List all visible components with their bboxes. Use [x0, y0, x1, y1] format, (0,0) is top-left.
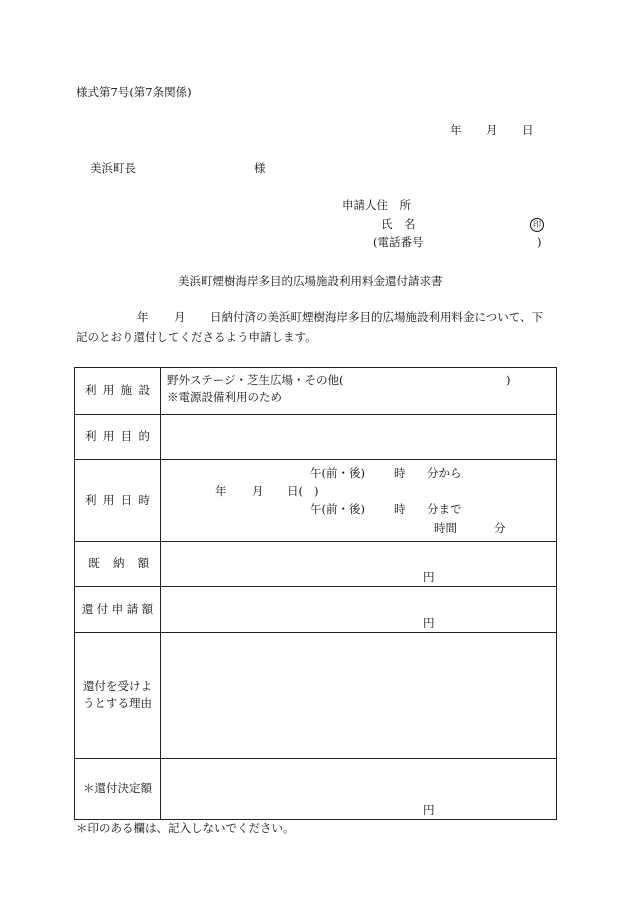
purpose-label: 利用目的 [85, 429, 157, 444]
paid-unit: 円 [423, 570, 435, 584]
datetime-month: 月 [252, 484, 264, 498]
document-title: 美浜町煙樹海岸多目的広場施設利用料金還付請求書 [178, 274, 443, 288]
facility-note: ※電源設備利用のため [167, 390, 282, 404]
paid-label: 既納額 [88, 556, 163, 571]
reason-label-cell [75, 633, 161, 759]
seal-mark-glyph: 印 [530, 218, 544, 232]
purpose-label-cell [75, 415, 161, 460]
refund-request-label-cell [75, 587, 161, 633]
date-year-label: 年 [450, 123, 462, 137]
datetime-ampm-from: 午(前・後) [310, 466, 365, 480]
row-datetime [75, 460, 557, 542]
refund-request-label: 還付申請額 [81, 601, 157, 616]
refund-request-field[interactable] [161, 587, 557, 633]
refund-decision-unit: 円 [423, 803, 435, 817]
applicant-name-label: 氏 名 [381, 217, 416, 231]
purpose-field[interactable] [161, 415, 557, 460]
facility-options: 野外ステージ・芝生広場・その他( [167, 373, 344, 387]
datetime-field[interactable] [161, 460, 557, 542]
datetime-ampm-to: 午(前・後) [310, 502, 365, 516]
intro-month: 月 [174, 310, 186, 324]
refund-decision-label: ＊還付決定額 [83, 781, 152, 796]
datetime-label: 利用日時 [85, 492, 157, 507]
datetime-duration-minutes: 分 [494, 521, 506, 535]
intro-text-line1: 日納付済の美浜町煙樹海岸多目的広場施設利用料金について、下 [210, 310, 544, 324]
applicant-phone-label: (電話番号 [373, 235, 424, 249]
date-day-label: 日 [522, 123, 534, 137]
row-paid [75, 542, 557, 587]
addressee-honorific: 様 [254, 161, 266, 175]
datetime-day: 日( [287, 484, 303, 498]
row-purpose [75, 415, 557, 460]
footnote: ＊印のある欄は、記入しないでください。 [76, 821, 295, 835]
reason-field[interactable] [161, 633, 557, 759]
datetime-day-close: ) [314, 484, 319, 498]
paid-field[interactable] [161, 542, 557, 587]
date-month-label: 月 [486, 123, 498, 137]
seal-mark [530, 217, 544, 232]
refund-request-unit: 円 [423, 616, 435, 630]
datetime-label-cell [75, 460, 161, 542]
intro-year: 年 [137, 310, 149, 324]
datetime-minute-to: 分まで [427, 502, 462, 516]
applicant-phone-close: ) [537, 235, 542, 249]
datetime-hour-from: 時 [394, 466, 406, 480]
facility-label: 利用施設 [85, 383, 157, 398]
datetime-hour-to: 時 [394, 502, 406, 516]
intro-text-line2: 記のとおり還付してくださるよう申請します。 [76, 330, 317, 344]
row-reason [75, 633, 557, 759]
refund-form-table [74, 367, 557, 820]
row-refund-request [75, 587, 557, 633]
datetime-minute-from: 分から [427, 466, 462, 480]
row-facility [75, 368, 557, 415]
reason-label: 還付を受けようとする理由 [83, 678, 152, 711]
form-number: 様式第7号(第7条関係) [76, 85, 192, 99]
facility-label-cell [75, 368, 161, 415]
facility-options-close: ) [506, 373, 511, 387]
facility-field[interactable] [161, 368, 557, 415]
paid-label-cell [75, 542, 161, 587]
refund-decision-field [161, 759, 557, 820]
row-refund-decision [75, 759, 557, 820]
datetime-duration-hours: 時間 [434, 521, 457, 535]
applicant-address-label: 申請人住 所 [342, 198, 411, 212]
refund-decision-label-cell [75, 759, 161, 820]
addressee-title: 美浜町長 [90, 161, 136, 175]
datetime-year: 年 [215, 484, 227, 498]
